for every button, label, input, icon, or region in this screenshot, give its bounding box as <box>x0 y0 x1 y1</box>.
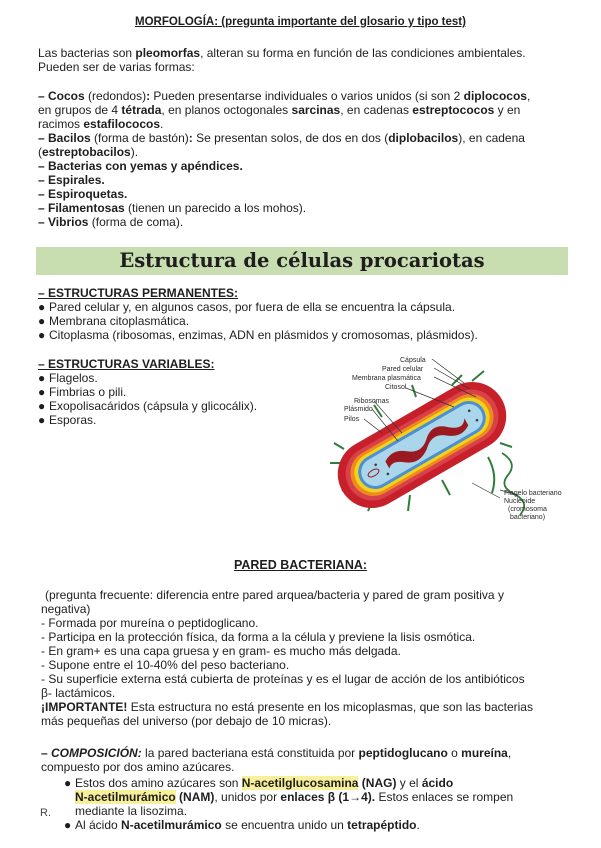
bullet-icon: ● <box>38 399 46 413</box>
comp-text: , unidos por <box>214 790 281 804</box>
comp-text: . <box>416 818 420 832</box>
pared-item: - Su superficie externa está cubierta de proteínas y es el lugar de acción de los antibióticos <box>41 672 525 686</box>
morfologia-heading: MORFOLOGÍA: (pregunta importante del glosario y tipo test) <box>135 16 466 28</box>
comp-bullet-line-3: mediante la lisozima. <box>75 804 188 818</box>
formas-list <box>38 89 568 229</box>
espirales-term: – Espirales. <box>38 173 105 187</box>
tetrapeptido-term: tetrapéptido <box>347 818 417 832</box>
sarcinas-term: sarcinas <box>291 103 341 117</box>
pared-item: - En gram+ es una capa gruesa y en gram- es mucho más delgada. <box>41 644 401 658</box>
comp-text: Estos dos amino azúcares son <box>75 776 242 790</box>
estructuras-variables <box>38 357 318 427</box>
mureina-term: mureína <box>461 746 508 760</box>
cocos-text: y en <box>494 103 521 117</box>
composicion-text: o <box>447 746 462 760</box>
bullet-icon: ● <box>38 300 46 314</box>
pared-item: - Supone entre el 10-40% del peso bacteriano. <box>41 658 290 672</box>
nag-abbr: (NAG) <box>358 776 397 790</box>
label-plasmido: Plásmido <box>344 406 373 413</box>
vibrios-term: – Vibrios <box>38 215 89 229</box>
bullet-icon: ● <box>64 776 72 790</box>
bacilos-dash: – <box>38 131 49 145</box>
bacilos-term: Bacilos <box>48 131 91 145</box>
peptidoglucano-term: peptidoglucano <box>358 746 448 760</box>
diplococos-term: diplococos <box>463 89 527 103</box>
nam-abbr: (NAM) <box>175 790 215 804</box>
pared-question-2: negativa) <box>41 602 91 616</box>
yemas-term: – Bacterias con yemas y apéndices. <box>38 159 243 173</box>
comp-text: Estos enlaces se rompen <box>375 790 514 804</box>
cocos-line-1 <box>38 89 568 103</box>
list-item <box>38 328 568 342</box>
bullet-icon: ● <box>38 413 46 427</box>
composicion-dash: – <box>41 746 52 760</box>
composicion-text: , <box>507 746 512 760</box>
espiroquetas-term: – Espiroquetas. <box>38 187 128 201</box>
list-item <box>38 314 568 328</box>
morfologia-intro <box>38 46 568 74</box>
intro-text-2: , alteran su forma en función de las condiciones ambientales. <box>200 46 526 60</box>
intro-text: Las bacterias son <box>38 46 136 60</box>
importante-line-2: más pequeñas del universo (por debajo de 10 micras). <box>41 714 332 728</box>
bullet-icon: ● <box>38 314 46 328</box>
vibrios-text: (forma de coma). <box>88 215 184 229</box>
composicion-line-2: compuesto por dos amino azúcares. <box>41 760 235 774</box>
bacilos-line-1 <box>38 131 568 145</box>
permanentes-heading: – ESTRUCTURAS PERMANENTES: <box>38 286 239 300</box>
bacilos-text: ( <box>38 145 42 159</box>
cocos-text: Pueden presentarse individuales o varios unidos (si son 2 <box>150 89 464 103</box>
list-item-text: Pared celular y, en algunos casos, por fuera de ella se encuentra la cápsula. <box>49 300 456 314</box>
list-item <box>38 300 568 314</box>
composicion-block <box>41 746 571 774</box>
espiroquetas-line <box>38 187 568 201</box>
label-cromosoma: bacteriano) <box>510 514 546 521</box>
yemas-line <box>38 159 568 173</box>
pared-heading: PARED BACTERIANA: <box>233 558 368 572</box>
comp-text: se encuentra unido un <box>221 818 348 832</box>
importante-line <box>41 700 571 714</box>
label-citosol: Citosol <box>385 384 407 391</box>
composicion-bullets <box>64 776 574 832</box>
vibrios-line <box>38 215 568 229</box>
bacilos-line-2 <box>38 145 568 159</box>
cocos-dash: – <box>38 89 49 103</box>
variables-heading: – ESTRUCTURAS VARIABLES: <box>38 357 215 371</box>
prokaryote-cell-diagram <box>322 345 576 530</box>
filamentosas-line <box>38 201 568 215</box>
cocos-line-3 <box>38 117 568 131</box>
list-item-text: Flagelos. <box>49 371 98 385</box>
list-item <box>38 371 318 385</box>
acido-term: ácido <box>421 776 454 790</box>
comp-bullet-line-2 <box>64 790 574 804</box>
cocos-text: en grupos de 4 <box>38 103 122 117</box>
margin-mark: R. <box>40 807 51 819</box>
label-pared: Pared celular <box>382 366 424 373</box>
list-item-text: Membrana citoplasmática. <box>49 314 190 328</box>
list-item-text: Fimbrias o pili. <box>49 385 127 399</box>
banner-title: Estructura de células procariotas <box>119 249 485 272</box>
espirales-line <box>38 173 568 187</box>
list-item-text: Exopolisacáridos (cápsula y glicocálix). <box>49 399 258 413</box>
composicion-text: la pared bacteriana está constituida por <box>141 746 359 760</box>
cocos-text: , en planos octogonales <box>161 103 292 117</box>
label-cromosoma: (cromosoma <box>508 506 547 513</box>
pared-question: (pregunta frecuente: diferencia entre pared arquea/bacteria y pared de gram positiva y <box>45 588 504 602</box>
label-pilos: Pilos <box>344 416 360 423</box>
estructuras-permanentes <box>38 286 568 342</box>
pared-body <box>41 588 571 728</box>
cocos-line-2 <box>38 103 568 117</box>
pared-item: - Participa en la protección física, da forma a la célula y previene la lisis osmótica. <box>41 630 476 644</box>
enlaces-term: enlaces β (1→4). <box>280 790 376 804</box>
bullet-icon: ● <box>38 385 46 399</box>
pared-item: - Formada por mureína o peptidoglicano. <box>41 616 259 630</box>
composicion-label: COMPOSICIÓN: <box>51 746 142 760</box>
list-item <box>38 399 318 413</box>
bacilos-text: ). <box>130 145 139 159</box>
cocos-text: racimos <box>38 117 84 131</box>
estafilococos-term: estafilococos <box>83 117 161 131</box>
pared-item: β- lactámicos. <box>41 686 116 700</box>
label-nucleoide: Nucleoide <box>504 498 536 505</box>
label-capsula: Cápsula <box>400 357 426 364</box>
intro-line-2: Pueden ser de varias formas: <box>38 60 195 74</box>
composicion-line <box>41 746 571 760</box>
section-banner <box>36 247 568 275</box>
list-item <box>38 413 318 427</box>
tetrada-term: tétrada <box>121 103 162 117</box>
bullet-icon: ● <box>38 371 46 385</box>
diplobacilos-term: diplobacilos <box>388 131 459 145</box>
label-membrana: Membrana plasmática <box>352 375 421 382</box>
list-item-text: Citoplasma (ribosomas, enzimas, ADN en plásmidos y cromosomas, plásmidos). <box>49 328 478 342</box>
bullet-icon: ● <box>38 328 46 342</box>
label-flagelo: Flagelo bacteriano <box>504 490 562 497</box>
comp-text: Al ácido <box>75 818 122 832</box>
cocos-text: , en cadenas <box>340 103 413 117</box>
nam-term: N-acetilmurámico <box>75 790 176 804</box>
importante-text: Esta estructura no está presente en los micoplasmas, que son las bacterias <box>127 700 533 714</box>
cocos-text: , <box>526 89 531 103</box>
comp-text: y el <box>396 776 422 790</box>
comp-bullet-line-4 <box>64 818 574 832</box>
nag-term: N-acetilglucosamina <box>241 776 359 790</box>
bacilos-text: ), en cadena <box>458 131 525 145</box>
pleomorfas-term: pleomorfas <box>135 46 201 60</box>
comp-bullet-line <box>64 776 574 790</box>
bacilos-text: Se presentan solos, de dos en dos ( <box>192 131 389 145</box>
estreptobacilos-term: estreptobacilos <box>42 145 131 159</box>
bullet-icon: ● <box>64 818 72 832</box>
filamentosas-text: (tienen un parecido a los mohos). <box>124 201 307 215</box>
label-ribosomas: Ribosomas <box>354 398 390 405</box>
nam-term-2: N-acetilmurámico <box>121 818 222 832</box>
cocos-text: . <box>160 117 164 131</box>
filamentosas-term: – Filamentosas <box>38 201 125 215</box>
cocos-term: Cocos <box>48 89 85 103</box>
bacilos-text: (forma de bastón) <box>90 131 189 145</box>
cocos-colon: : <box>146 89 151 103</box>
importante-label: ¡IMPORTANTE! <box>41 700 128 714</box>
bacilos-colon: : <box>188 131 193 145</box>
estreptococos-term: estreptococos <box>412 103 495 117</box>
list-item-text: Esporas. <box>49 413 97 427</box>
cocos-text: (redondos) <box>84 89 147 103</box>
list-item <box>38 385 318 399</box>
